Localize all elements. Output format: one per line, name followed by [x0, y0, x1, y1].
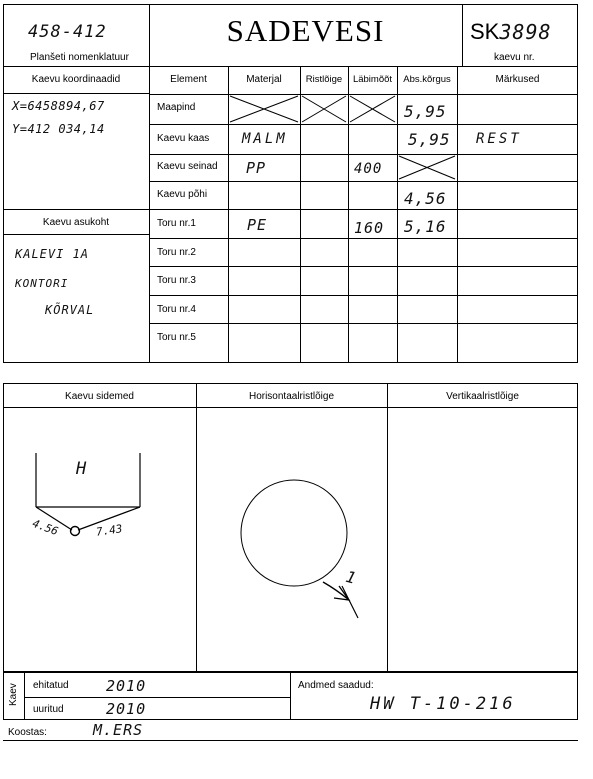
location-line-3: KÕRVAL: [45, 303, 95, 317]
well-number: 3898: [499, 20, 552, 44]
table-row-line-4: [149, 209, 578, 210]
table-row-line-8: [149, 323, 578, 324]
table-row-line-7: [149, 295, 578, 296]
row-label-kaevu-kaas: Kaevu kaas: [157, 133, 210, 144]
footer-side-label: Kaev: [8, 683, 19, 706]
row-label-toru-5: Toru nr.5: [157, 332, 196, 343]
vertical-section-header: Vertikaalristlõige: [446, 391, 519, 402]
row-label-toru-2: Toru nr.2: [157, 247, 196, 258]
horizontal-section-drawing: [230, 478, 370, 628]
coords-label-underline: [3, 93, 149, 94]
crossed-cell-maapind-diameter: [348, 94, 397, 124]
ties-sketch: [20, 445, 160, 555]
row-label-toru-4: Toru nr.4: [157, 304, 196, 315]
location-line-2: KONTORI: [15, 277, 69, 290]
header-divider: [3, 66, 578, 67]
location-line-1: KALEVI 1A: [15, 247, 90, 261]
drawing-header-divider: [3, 407, 578, 408]
cell-kaas-height: 5,95: [408, 130, 451, 149]
pipe-number-label: 1: [343, 566, 359, 589]
crossed-cell-maapind-material: [228, 94, 300, 124]
sketch-house-label: H: [76, 459, 88, 479]
crossed-cell-seinad-height: [397, 154, 457, 181]
data-source-value: HW T-10-216: [370, 694, 516, 714]
nomenclature-label: Planšeti nomenklatuur: [30, 52, 129, 63]
cell-toru1-height: 5,16: [404, 217, 447, 236]
revised-label: uuritud: [33, 704, 64, 715]
cell-seinad-material: PP: [246, 159, 267, 177]
well-number-field: [470, 19, 552, 45]
sketch-left-distance: 4.56: [30, 516, 60, 539]
horizontal-section-header: Horisontaalristlõige: [248, 391, 335, 402]
cell-toru1-diameter: 160: [354, 219, 385, 237]
cell-seinad-diameter: 400: [354, 161, 383, 177]
table-row-line-2: [149, 154, 578, 155]
data-source-label: Andmed saadud:: [298, 680, 374, 691]
well-number-label: kaevu nr.: [494, 52, 535, 63]
well-prefix: SK: [470, 19, 500, 44]
built-label: ehitatud: [33, 680, 69, 691]
location-label: Kaevu asukoht: [42, 217, 110, 228]
table-row-line-6: [149, 266, 578, 267]
ties-header: Kaevu sidemed: [65, 391, 134, 402]
col-header-cross-section: Ristlõige: [305, 74, 343, 85]
col-header-diameter: Läbimõõt: [352, 74, 393, 85]
row-label-kaevu-seinad: Kaevu seinad: [157, 161, 218, 172]
table-col-line-5: [457, 66, 458, 363]
table-row-line-5: [149, 238, 578, 239]
header-vline-2: [462, 4, 463, 66]
table-row-line-3: [149, 181, 578, 182]
row-label-toru-3: Toru nr.3: [157, 275, 196, 286]
compiled-value: M.ERS: [93, 721, 144, 739]
drawing-col-line-1: [196, 383, 197, 672]
col-header-notes: Märkused: [495, 74, 540, 85]
table-col-line-4: [397, 66, 398, 363]
table-row-line-1: [149, 124, 578, 125]
row-label-maapind: Maapind: [157, 102, 196, 113]
footer-col-divider: [290, 672, 291, 720]
page-title: SADEVESI: [226, 13, 385, 48]
revised-value: 2010: [106, 700, 147, 718]
compiled-underline: [3, 740, 578, 741]
built-value: 2010: [106, 677, 147, 695]
left-block-divider: [3, 209, 149, 210]
row-label-kaevu-pohi: Kaevu põhi: [157, 189, 208, 200]
header-vline-1: [149, 4, 150, 363]
cell-toru1-material: PE: [247, 216, 268, 234]
crossed-cell-maapind-cross: [300, 94, 348, 124]
compiled-label: Koostas:: [8, 727, 47, 738]
drawing-col-line-2: [387, 383, 388, 672]
coord-y: Y=412 034,14: [12, 122, 105, 136]
cell-pohi-height: 4,56: [404, 189, 447, 208]
col-header-element: Element: [170, 74, 207, 85]
footer-side-divider: [24, 672, 25, 720]
footer-row-divider: [24, 697, 290, 698]
nomenclature-value: 458-412: [28, 22, 107, 42]
coords-label: Kaevu koordinaadid: [31, 74, 121, 85]
row-label-toru-1: Toru nr.1: [157, 218, 196, 229]
coord-x: X=6458894,67: [12, 99, 105, 113]
col-header-material: Materjal: [246, 74, 282, 85]
sketch-right-distance: 7.43: [95, 522, 124, 539]
location-label-underline: [3, 234, 149, 235]
cell-kaas-notes: REST: [476, 131, 522, 147]
col-header-abs-height: Abs.kõrgus: [403, 74, 451, 85]
cell-maapind-height: 5,95: [404, 102, 447, 121]
cell-kaas-material: MALM: [242, 131, 288, 147]
